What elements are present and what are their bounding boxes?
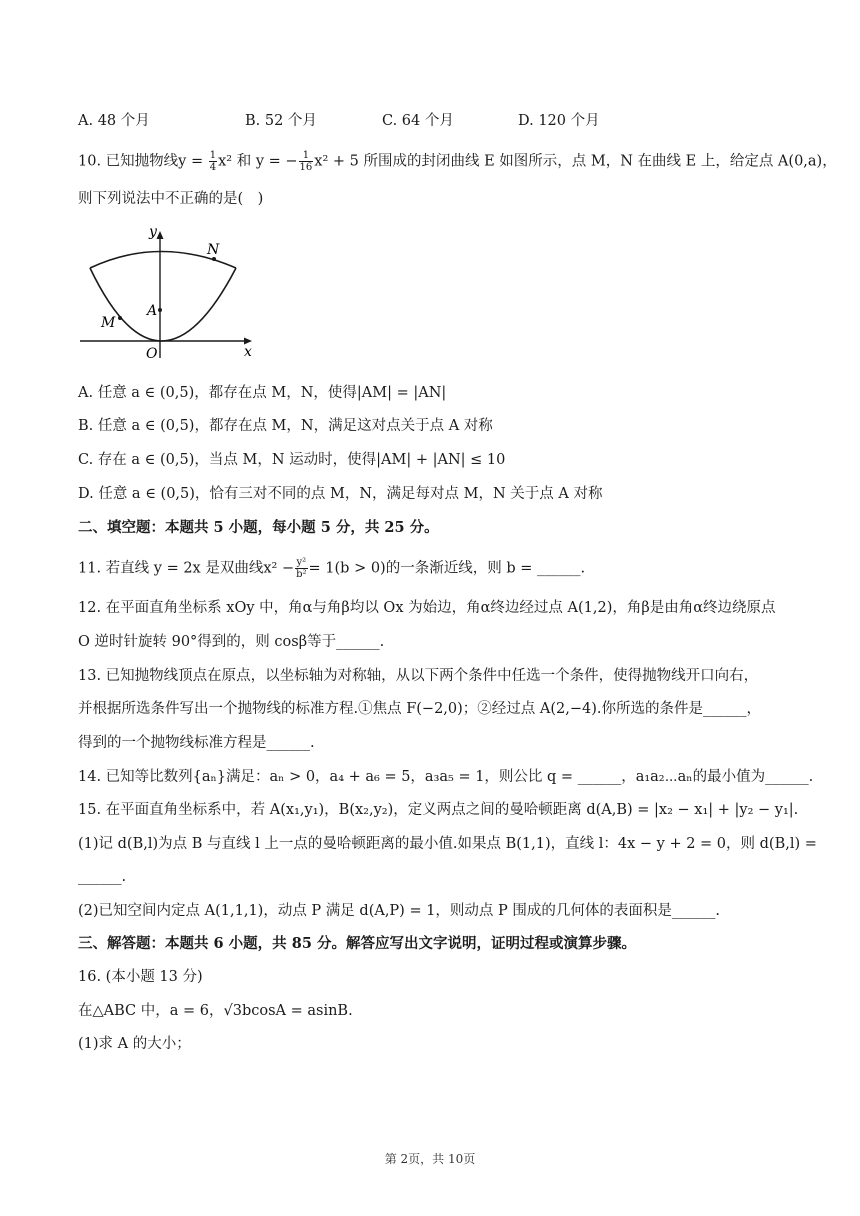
q10-stem-line2: 则下列说法中不正确的是( ): [78, 191, 264, 207]
q11-frac-den: b²: [296, 569, 307, 580]
q10-frac2-den: 16: [299, 162, 313, 173]
q14: 14. 已知等比数列{aₙ}满足：aₙ > 0，a₄ + a₆ = 5，a₃a₅ = 1，则公比 q = ______，a₁a₂⋯aₙ的最小值为______.: [78, 769, 814, 785]
q10-option-a: A. 任意 a ∈ (0,5)，都存在点 M，N，使得|AM| = |AN|: [78, 385, 447, 401]
q16-given: 在△ABC 中，a = 6，√3bcosA = asinB.: [78, 1003, 353, 1019]
q10-option-d: D. 任意 a ∈ (0,5)，恰有三对不同的点 M，N，满足每对点 M，N 关于点 A 对称: [78, 486, 603, 502]
point-m-dot: [118, 316, 122, 320]
q13-line1: 13. 已知抛物线顶点在原点，以坐标轴为对称轴，从以下两个条件中任选一个条件，使得抛物线开口向右，: [78, 668, 759, 684]
point-m-label: M: [101, 315, 116, 331]
q15-line3: ______.: [78, 869, 127, 885]
point-a-dot: [158, 308, 162, 312]
q10-eq2-right: x² + 5: [314, 153, 359, 170]
q10-frac2: [299, 150, 314, 173]
q13-line2: 并根据所选条件写出一个抛物线的标准方程.①焦点 F(−2,0)；②经过点 A(2,−4).你所选的条件是______，: [78, 701, 762, 717]
q11-pre: 11. 若直线 y = 2x 是双曲线x² −: [78, 560, 295, 577]
q11-post: = 1(b > 0)的一条渐近线，则 b = ______.: [308, 560, 586, 577]
x-axis-label: x: [244, 344, 252, 360]
q10-eq1-right: x² 和 y = −: [218, 153, 298, 170]
q12-line2: O 逆时针旋转 90°得到的，则 cosβ等于______.: [78, 634, 385, 650]
q10-frac1-num: 1: [209, 150, 217, 161]
point-a-label: A: [147, 303, 158, 319]
origin-label: O: [146, 346, 158, 362]
q12-line1: 12. 在平面直角坐标系 xOy 中，角α与角β均以 Ox 为始边，角α终边经过点 A(1,2)，角β是由角α终边绕原点: [78, 600, 776, 616]
q10-post: 所围成的封闭曲线 E 如图所示，点 M，N 在曲线 E 上，给定点 A(0,a)，: [358, 153, 837, 170]
q10-option-c: C. 存在 a ∈ (0,5)，当点 M，N 运动时，使得|AM| + |AN| ≤ 10: [78, 452, 506, 468]
point-n-label: N: [207, 242, 220, 258]
q11: [78, 557, 585, 580]
section2-title: 二、填空题：本题共 5 小题，每小题 5 分，共 25 分。: [78, 519, 439, 536]
q10-frac1-den: 4: [209, 162, 217, 173]
section3-title: 三、解答题：本题共 6 小题，共 85 分。解答应写出文字说明，证明过程或演算步骤。: [78, 935, 636, 952]
q10-pre: 10. 已知抛物线: [78, 153, 179, 170]
q16-part1: (1)求 A 的大小；: [78, 1036, 191, 1052]
q16-header: 16. (本小题 13 分): [78, 969, 203, 985]
q10-figure: [76, 222, 266, 362]
q11-frac: [295, 557, 307, 580]
q15-line2: (1)记 d(B,l)为点 B 与直线 l 上一点的曼哈顿距离的最小值.如果点 B(1,1)，直线 l：4x − y + 2 = 0，则 d(B,l) =: [78, 836, 817, 852]
q15-line1: 15. 在平面直角坐标系中，若 A(x₁,y₁)，B(x₂,y₂)，定义两点之间的曼哈顿距离 d(A,B) = |x₂ − x₁| + |y₂ − y₁|.: [78, 802, 799, 818]
q10-frac1: [209, 150, 217, 173]
y-axis-label: y: [149, 224, 157, 240]
q10-option-b: B. 任意 a ∈ (0,5)，都存在点 M，N，满足这对点关于点 A 对称: [78, 418, 493, 434]
q9-option-a: A. 48 个月: [78, 113, 150, 129]
page-footer: 第 2页，共 10页: [384, 1152, 476, 1166]
q10-stem-line1: [78, 150, 837, 173]
q9-option-c: C. 64 个月: [382, 113, 454, 129]
q10-frac2-num: 1: [299, 150, 314, 162]
q13-line3: 得到的一个抛物线标准方程是______.: [78, 735, 315, 751]
q15-line4: (2)已知空间内定点 A(1,1,1)，动点 P 满足 d(A,P) = 1，则动点 P 围成的几何体的表面积是______.: [78, 903, 721, 919]
y-axis-arrow: [157, 231, 164, 239]
q11-frac-num: y²: [296, 557, 307, 568]
q9-option-b: B. 52 个月: [245, 113, 317, 129]
q9-option-d: D. 120 个月: [518, 113, 600, 129]
q10-eq1-left: y =: [178, 153, 208, 170]
